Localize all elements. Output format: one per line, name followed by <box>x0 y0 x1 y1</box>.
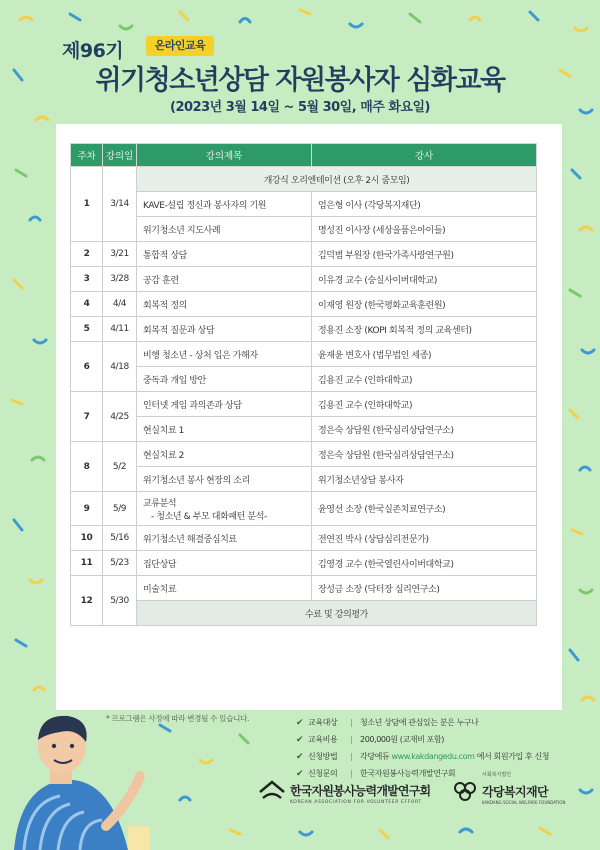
poster-header <box>0 0 600 120</box>
lecture-title-cell: 개강식 오리엔테이션 (오후 2시 줌모임) <box>137 167 537 192</box>
online-badge: 온라인교육 <box>146 36 214 56</box>
week-cell: 10 <box>71 526 103 551</box>
week-cell: 8 <box>71 442 103 492</box>
lecture-title-cell: 중독과 개입 방안 <box>137 367 312 392</box>
lecture-title-cell: 통합적 상담 <box>137 242 312 267</box>
table-row <box>71 467 537 492</box>
lecture-title-cell: 미술치료 <box>137 576 312 601</box>
week-cell: 1 <box>71 167 103 242</box>
course-period: (2023년 3월 14일 ~ 5월 30일, 매주 화요일) <box>170 100 430 115</box>
table-row <box>71 367 537 392</box>
instructor-cell: 명성진 이사장 (세상을품은아이들) <box>312 217 537 242</box>
table-row <box>71 551 537 576</box>
mascot-illustration <box>10 706 150 850</box>
date-cell: 4/25 <box>103 392 137 442</box>
table-row <box>71 526 537 551</box>
divider: | <box>350 752 353 761</box>
info-row-target <box>296 714 549 731</box>
lecture-title-cell: 현실치료 1 <box>137 417 312 442</box>
week-cell: 6 <box>71 342 103 392</box>
instructor-cell: 장성금 소장 (닥터장 심리연구소) <box>312 576 537 601</box>
column-header-instructor: 강사 <box>312 144 537 167</box>
table-header-row <box>71 144 537 167</box>
table-row <box>71 192 537 217</box>
website-link[interactable]: www.kakdangedu.com <box>391 752 475 761</box>
instructor-cell: 윤재윤 변호사 (법무법인 세종) <box>312 342 537 367</box>
check-icon: ✔ <box>296 734 304 745</box>
instructor-cell: 김용진 교수 (인하대학교) <box>312 367 537 392</box>
table-row <box>71 342 537 367</box>
info-value: 청소년 상담에 관심있는 분은 누구나 <box>360 718 479 727</box>
page-title: 위기청소년상담 자원봉사자 심화교육 <box>95 65 505 96</box>
lecture-title-cell: 위기청소년 봉사 현장의 소리 <box>137 467 312 492</box>
date-cell: 5/30 <box>103 576 137 626</box>
check-icon: ✔ <box>296 717 304 728</box>
info-row-apply <box>296 748 549 765</box>
org2-name: 각당복지재단 <box>482 784 548 799</box>
info-row-cost <box>296 731 549 748</box>
date-cell: 5/16 <box>103 526 137 551</box>
info-value: 각당에듀 <box>360 752 390 761</box>
week-cell: 4 <box>71 292 103 317</box>
info-label: 교육대상 <box>308 718 338 727</box>
date-cell: 4/18 <box>103 342 137 392</box>
date-cell: 5/23 <box>103 551 137 576</box>
org1-logo <box>258 780 430 800</box>
week-cell: 9 <box>71 492 103 526</box>
instructor-cell: 김영경 교수 (한국열린사이버대학교) <box>312 551 537 576</box>
instructor-cell: 정은숙 상담원 (한국심리상담연구소) <box>312 417 537 442</box>
lecture-title-cell: 현실치료 2 <box>137 442 312 467</box>
table-row <box>71 167 537 192</box>
edition-number: 제96기 <box>62 40 124 62</box>
divider: | <box>350 718 353 727</box>
lecture-title-cell: 위기청소년 해결중심치료 <box>137 526 312 551</box>
check-icon: ✔ <box>296 751 304 762</box>
week-cell: 5 <box>71 317 103 342</box>
column-header-title: 강의제목 <box>137 144 312 167</box>
table-row <box>71 317 537 342</box>
instructor-cell: 윤영선 소장 (한국실존치료연구소) <box>312 492 537 526</box>
lecture-title-cell <box>137 492 312 526</box>
info-label: 교육비용 <box>308 735 338 744</box>
date-cell: 3/21 <box>103 242 137 267</box>
info-value: 200,000원 (교재비 포함) <box>360 735 444 744</box>
flower-icon <box>452 780 478 802</box>
instructor-cell: 정용진 소장 (KOPI 회복적 정의 교육센터) <box>312 317 537 342</box>
instructor-cell: 위기청소년상담 봉사자 <box>312 467 537 492</box>
org2-type: 사회복지법인 <box>482 772 511 778</box>
week-cell: 12 <box>71 576 103 626</box>
table-row <box>71 267 537 292</box>
week-cell: 7 <box>71 392 103 442</box>
date-cell: 5/9 <box>103 492 137 526</box>
info-label: 신청문의 <box>308 769 338 778</box>
org1-english-name: KOREAN ASSOCIATION FOR VOLUNTEER EFFORT <box>290 800 422 805</box>
divider: | <box>350 735 353 744</box>
schedule-table <box>70 143 537 626</box>
org2-logo <box>452 780 548 802</box>
check-icon: ✔ <box>296 768 304 779</box>
week-cell: 11 <box>71 551 103 576</box>
table-row <box>71 576 537 601</box>
lecture-title-cell: 위기청소년 지도사례 <box>137 217 312 242</box>
instructor-cell: 김용진 교수 (인하대학교) <box>312 392 537 417</box>
table-row <box>71 417 537 442</box>
lecture-title-cell: 회복적 정의 <box>137 292 312 317</box>
lecture-title-cell: 비행 청소년 - 상처 입은 가해자 <box>137 342 312 367</box>
table-row <box>71 492 537 526</box>
column-header-week: 주차 <box>71 144 103 167</box>
info-list <box>296 714 549 782</box>
lecture-subtitle: - 청소년 & 부모 대화패턴 분석- <box>151 511 267 522</box>
lecture-title-cell: 집단상담 <box>137 551 312 576</box>
date-cell: 4/11 <box>103 317 137 342</box>
info-value: 한국자원봉사능력개발연구회 <box>360 769 456 778</box>
instructor-cell: 정은숙 상담원 (한국심리상담연구소) <box>312 442 537 467</box>
column-header-date: 강의일 <box>103 144 137 167</box>
info-value: 에서 회원가입 후 신청 <box>476 752 550 761</box>
lecture-title-cell: 공감 훈련 <box>137 267 312 292</box>
house-icon <box>258 780 286 800</box>
divider: | <box>350 769 353 778</box>
closing-row <box>71 601 537 626</box>
table-row <box>71 442 537 467</box>
change-notice: * 프로그램은 사정에 따라 변경될 수 있습니다. <box>106 714 250 723</box>
lecture-title: 교류분석 <box>143 498 177 509</box>
date-cell: 3/28 <box>103 267 137 292</box>
instructor-cell: 전연진 박사 (상담심리전문가) <box>312 526 537 551</box>
week-cell: 3 <box>71 267 103 292</box>
instructor-cell: 이재영 원장 (한국평화교육훈련원) <box>312 292 537 317</box>
table-row <box>71 392 537 417</box>
week-cell: 2 <box>71 242 103 267</box>
date-cell: 5/2 <box>103 442 137 492</box>
lecture-title-cell: 회복적 질문과 상담 <box>137 317 312 342</box>
closing-cell: 수료 및 강의평가 <box>137 601 537 626</box>
instructor-cell: 김덕범 부원장 (한국가족사랑연구원) <box>312 242 537 267</box>
instructor-cell: 엄은형 이사 (각당복지재단) <box>312 192 537 217</box>
table-row <box>71 292 537 317</box>
date-cell: 3/14 <box>103 167 137 242</box>
schedule-card <box>56 124 562 710</box>
org2-english-name: KAKDANG SOCIAL WELFARE FOUNDATION <box>482 800 566 805</box>
lecture-title-cell: 인터넷 게임 과의존과 상담 <box>137 392 312 417</box>
instructor-cell: 이유경 교수 (숭실사이버대학교) <box>312 267 537 292</box>
table-row <box>71 242 537 267</box>
date-cell: 4/4 <box>103 292 137 317</box>
info-label: 신청방법 <box>308 752 338 761</box>
table-row <box>71 217 537 242</box>
lecture-title-cell: KAVE-설립 정신과 봉사자의 기원 <box>137 192 312 217</box>
org1-name: 한국자원봉사능력개발연구회 <box>290 783 431 798</box>
